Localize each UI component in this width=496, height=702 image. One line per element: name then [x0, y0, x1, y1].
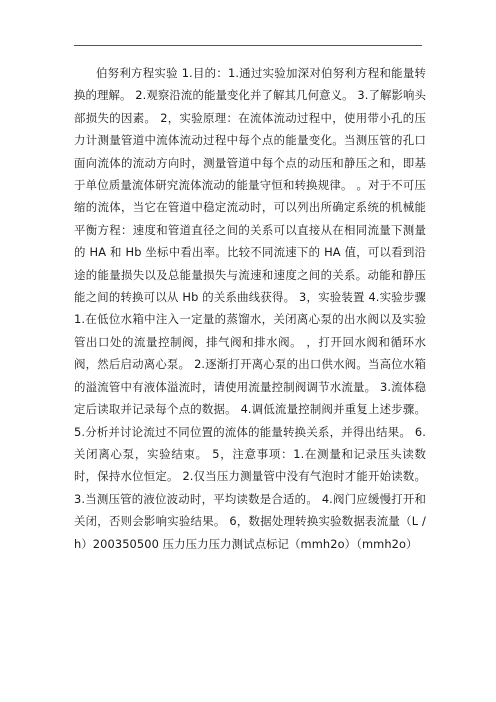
body-paragraph: 伯努利方程实验 1.目的：1.通过实验加深对伯努利方程和能量转换的理解。 2.观察沿流的能量变化并了解其几何意义。 3.了解影响头部损失的因素。 2，实验原理：在流体流动过程中，使用带小孔的压力计测量管道中流体流动过程中每个点的能量变化。当测压管的孔口面向流体的流动方向时，测量管道中每个点的动压和静压之和，即基于单位质量流体研究流体流动的能量守恒和转换规律。 。对于不可压缩的流体，当它在管道中稳定流动时，可以列出所确定系统的机械能平衡方程：速度和管道直径之间的关系可以直接从在相同流量下测量的 HA 和 Hb 坐标中看出率。比较不同流速下的 HA 值，可以看到沿途的能量损失以及总能量损失与流速和速度之间的关系。动能和静压能之间的转换可以从 Hb 的关系曲线获得。 3，实验装置 4.实验步骤 1.在低位水箱中注入一定量的蒸馏水，关闭离心泵的出水阀以及实验管出口处的流量控制阀，排气阀和排水阀。 ，打开回水阀和循环水阀，然后启动离心泵。 2.逐渐打开离心泵的出口供水阀。当高位水箱的溢流管中有液体溢流时，请使用流量控制阀调节水流量。 3.流体稳定后读取并记录每个点的数据。 4.调低流量控制阀并重复上述步骤。 5.分析并讨论流过不同位置的流体的能量转换关系，并得出结果。 6.关闭离心泵，实验结束。 5，注意事项：1.在测量和记录压头读数时，保持水位恒定。 2.仅当压力测量管中没有气泡时才能开始读数。 3.当测压管的液位波动时，平均读数是合适的。 4.阀门应缓慢打开和关闭，否则会影响实验结果。 6，数据处理转换实验数据表流量（L / h）200350500 压力压力压力测试点标记（mmh2o）（mmh2o） [74, 66, 426, 551]
header-rule [74, 45, 422, 46]
